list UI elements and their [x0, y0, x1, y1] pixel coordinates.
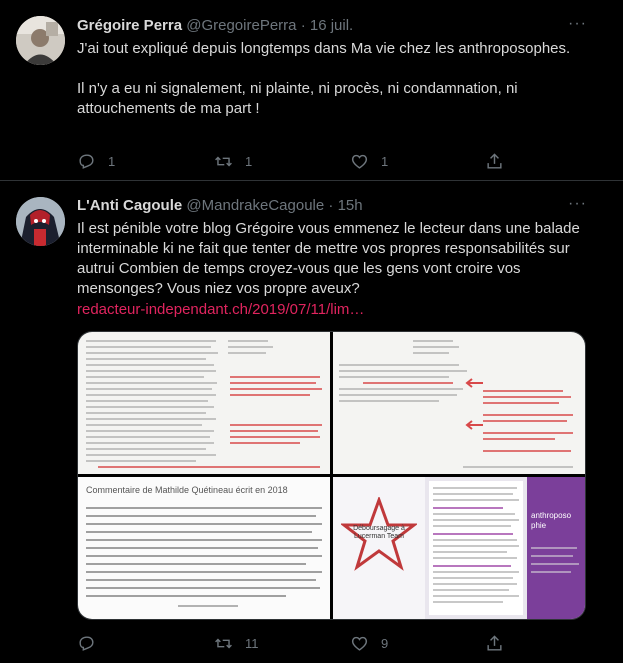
reply-icon — [77, 152, 96, 171]
retweet-button[interactable] — [214, 152, 252, 171]
like-count: 9 — [381, 636, 389, 651]
tweet-timestamp[interactable]: 15h — [337, 197, 363, 214]
retweet-icon — [214, 152, 233, 171]
share-icon — [485, 634, 504, 653]
media-image-4[interactable] — [333, 477, 585, 619]
reply-count: 1 — [108, 154, 116, 169]
tweet-timestamp[interactable]: 16 juil. — [309, 17, 354, 34]
tweet-gregoire-perra[interactable] — [0, 0, 623, 181]
more-icon[interactable]: ··· — [568, 195, 587, 212]
side-label: anthroposo phie — [531, 511, 572, 530]
like-icon — [350, 634, 369, 653]
retweet-count: 11 — [245, 636, 259, 651]
reply-button[interactable] — [77, 634, 108, 653]
media-image-1[interactable] — [78, 332, 330, 474]
like-button[interactable] — [350, 634, 388, 653]
more-icon[interactable]: ··· — [568, 15, 587, 32]
tweet-paragraph: Il n'y a eu ni signalement, ni plainte, ni procès, ni condamnation, ni attouchements de ma part ! — [77, 80, 518, 117]
star-label: Déboursagage à Lucerman Team — [353, 525, 405, 540]
tweet-paragraph: J'ai tout expliqué depuis longtemps dans Ma vie chez les anthroposophes. — [77, 40, 571, 57]
separator-dot: · — [300, 17, 306, 34]
media-image-2[interactable] — [333, 332, 585, 474]
image-caption: Commentaire de Mathilde Quétineau écrit en 2018 — [86, 485, 288, 495]
tweet-anti-cagoule[interactable] — [0, 181, 623, 663]
like-button[interactable] — [350, 152, 388, 171]
author-name[interactable]: L'Anti Cagoule — [77, 197, 183, 214]
avatar[interactable] — [16, 16, 65, 65]
author-name[interactable]: Grégoire Perra — [77, 17, 183, 34]
tweet-text — [77, 219, 582, 320]
share-button[interactable] — [485, 634, 504, 653]
share-button[interactable] — [485, 152, 504, 171]
share-icon — [485, 152, 504, 171]
author-handle[interactable]: @GregoirePerra — [186, 17, 297, 34]
retweet-count: 1 — [245, 154, 253, 169]
tweet-text — [77, 39, 582, 119]
retweet-icon — [214, 634, 233, 653]
retweet-button[interactable] — [214, 634, 259, 653]
tweet-actions — [77, 152, 517, 176]
reply-icon — [77, 634, 96, 653]
tweet-actions — [77, 634, 517, 658]
tweet-header — [77, 17, 353, 34]
media-image-3[interactable] — [78, 477, 330, 619]
tweet-header — [77, 197, 363, 214]
tweet-link[interactable]: redacteur-independant.ch/2019/07/11/lim… — [77, 301, 365, 318]
reply-button[interactable] — [77, 152, 115, 171]
media-grid — [77, 331, 586, 620]
avatar[interactable] — [16, 197, 65, 246]
like-icon — [350, 152, 369, 171]
like-count: 1 — [381, 154, 389, 169]
separator-dot: · — [328, 197, 334, 214]
tweet-paragraph: Il est pénible votre blog Grégoire vous emmenez le lecteur dans une balade interminable ki ne fait que tenter de mettre vos propres responsabilités sur autrui Combien de temps croyez-vous que les gens vont croire vos mensonges? Vous niez vos propre aveux? — [77, 220, 580, 297]
author-handle[interactable]: @MandrakeCagoule — [186, 197, 325, 214]
